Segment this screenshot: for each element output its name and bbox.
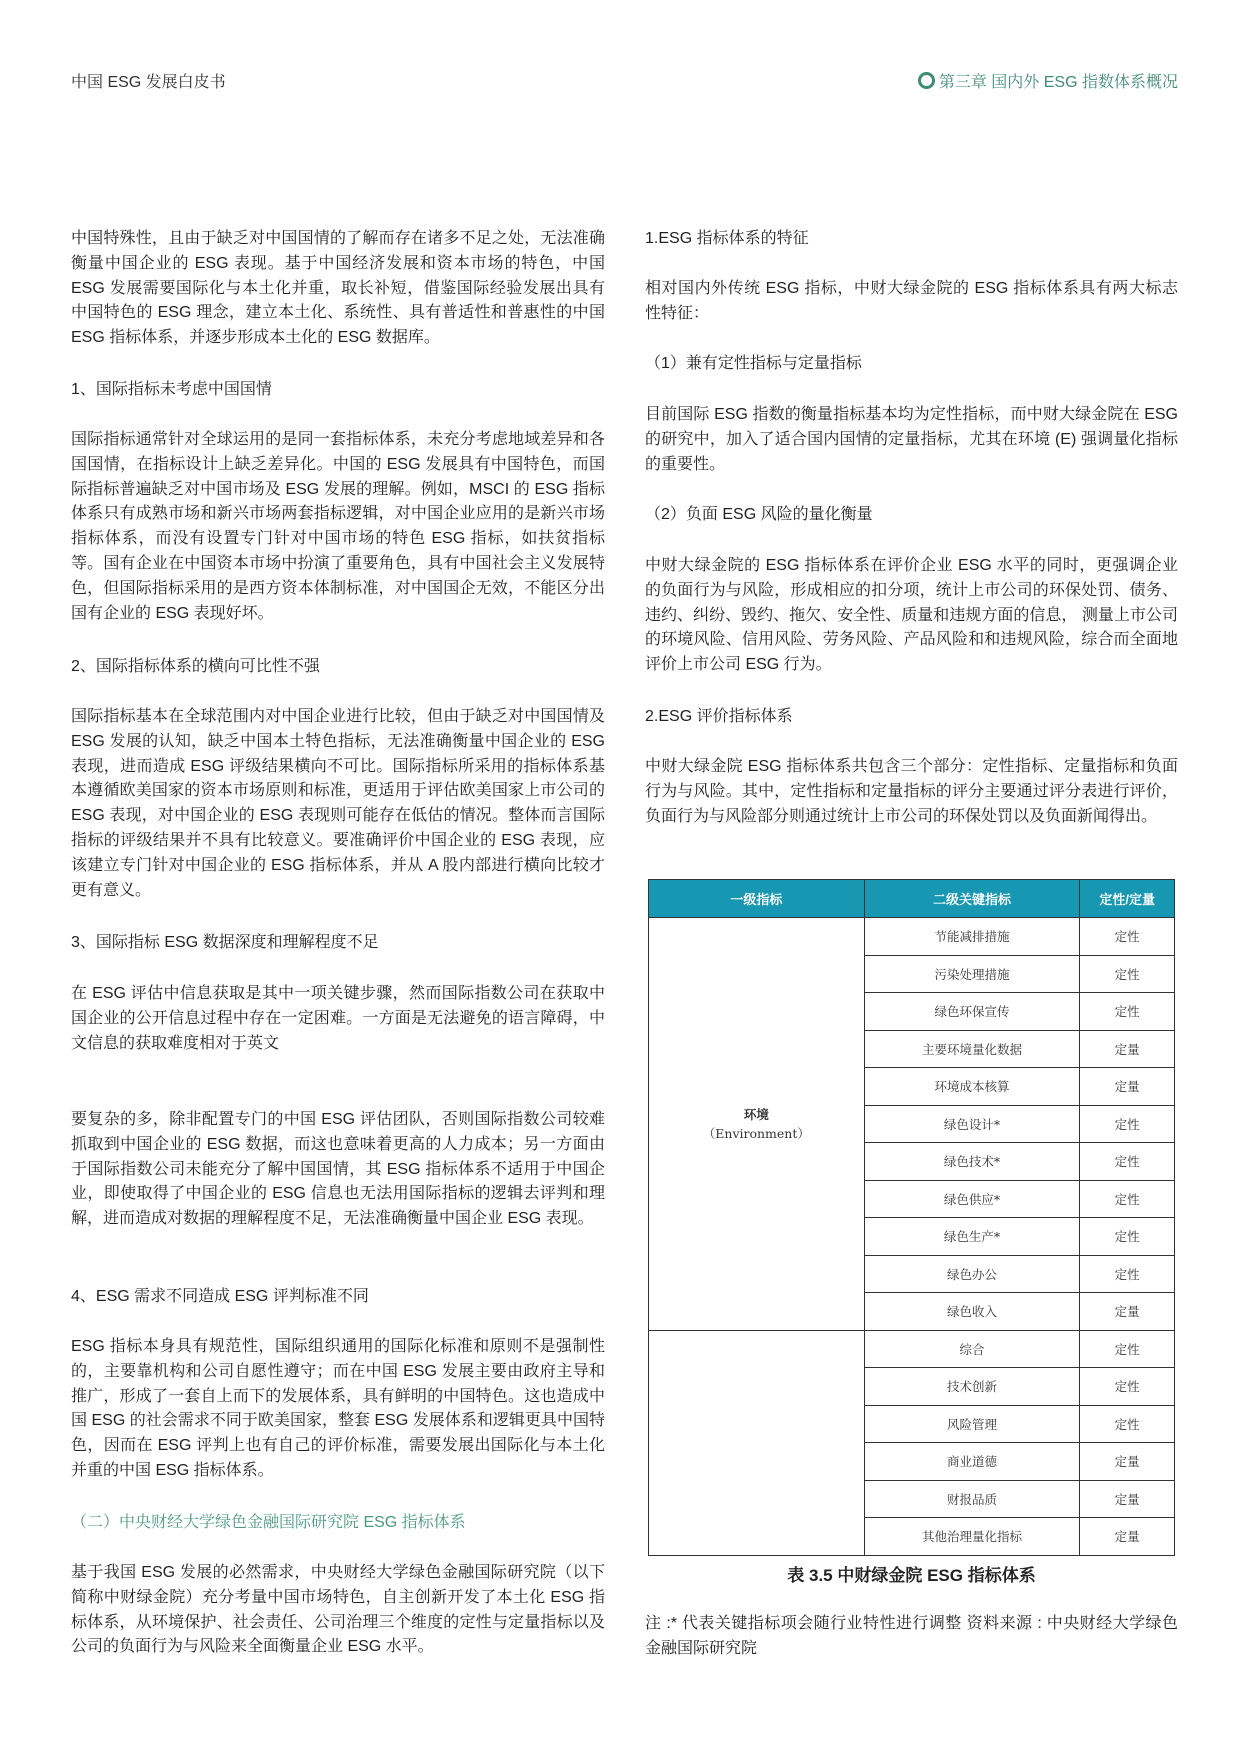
paragraph: ESG 指标本身具有规范性，国际组织通用的国际化标准和原则不是强制性的，主要靠机构和公司自愿性遵守；而在中国 ESG 发展主要由政府主导和推广，形成了一套自上而下的发展体系，具有鲜明的中国特色。这也造成中国 ESG 的社会需求不同于欧美国家，整套 ESG 发展体系和逻辑更具中国特色，因而在 ESG 评判上也有自己的评价标准，需要发展出国际化与本土化并重的中国 ESG 指标体系。	[71, 1338, 605, 1479]
indicator-cell: 绿色环保宣传	[864, 993, 1080, 1031]
paragraph: 中财大绿金院的 ESG 指标体系在评价企业 ESG 水平的同时，更强调企业的负面行为与风险，形成相应的扣分项，统计上市公司的环保处罚、债务、违约、纠纷、毁约、拖欠、安全性、质量和违规方面的信息， 测量上市公司的环境风险、信用风险、劳务风险、产品风险和和违规风险，综合而全面地评价上市公司 ESG 行为。	[645, 557, 1178, 674]
type-cell: 定性	[1080, 955, 1175, 993]
type-cell: 定性	[1080, 1255, 1175, 1293]
heading-3: 3、国际指标 ESG 数据深度和理解程度不足	[71, 934, 379, 951]
subheading-2: （2）负面 ESG 风险的量化衡量	[645, 506, 873, 523]
type-cell: 定性	[1080, 1330, 1175, 1368]
indicator-cell: 主要环境量化数据	[864, 1030, 1080, 1068]
indicator-cell: 风险管理	[864, 1405, 1080, 1443]
indicator-cell: 其他治理量化指标	[864, 1518, 1080, 1556]
heading-esg-system: 2.ESG 评价指标体系	[645, 708, 793, 725]
heading-4: 4、ESG 需求不同造成 ESG 评判标准不同	[71, 1288, 369, 1305]
indicator-cell: 绿色供应*	[864, 1180, 1080, 1218]
type-cell: 定量	[1080, 1030, 1175, 1068]
type-cell: 定量	[1080, 1480, 1175, 1518]
table-row	[649, 1330, 1175, 1368]
category-cell	[649, 1330, 865, 1555]
type-cell: 定性	[1080, 1180, 1175, 1218]
category-name-en: （Environment）	[702, 1125, 810, 1141]
type-cell: 定性	[1080, 1368, 1175, 1406]
type-cell: 定性	[1080, 1405, 1175, 1443]
heading-esg-features: 1.ESG 指标体系的特征	[645, 230, 809, 247]
type-cell: 定性	[1080, 1143, 1175, 1181]
document-title: 中国 ESG 发展白皮书	[71, 74, 226, 91]
indicator-cell: 污染处理措施	[864, 955, 1080, 993]
chapter-title-text: 第三章 国内外 ESG 指数体系概况	[938, 74, 1178, 91]
ring-icon	[918, 72, 935, 89]
paragraph: 中财大绿金院 ESG 指标体系共包含三个部分：定性指标、定量指标和负面行为与风险。其中，定性指标和定量指标的评分主要通过评分表进行评价，负面行为与风险部分则通过统计上市公司的环保处罚以及负面新闻得出。	[645, 758, 1178, 825]
col-header-level2: 二级关键指标	[864, 880, 1080, 918]
paragraph: 在 ESG 评估中信息获取是其中一项关键步骤，然而国际指数公司在获取中国企业的公开信息过程中存在一定困难。一方面是无法避免的语言障碍，中文信息的获取难度相对于英文	[71, 985, 605, 1052]
indicator-cell: 商业道德	[864, 1443, 1080, 1481]
paragraph: 目前国际 ESG 指数的衡量指标基本均为定性指标，而中财大绿金院在 ESG 的研究中，加入了适合国内国情的定量指标，尤其在环境 (E) 强调量化指标的重要性。	[645, 406, 1178, 473]
category-cell	[649, 918, 865, 1331]
type-cell: 定量	[1080, 1293, 1175, 1331]
indicator-cell: 环境成本核算	[864, 1068, 1080, 1106]
indicator-cell: 技术创新	[864, 1368, 1080, 1406]
subheading-1: （1）兼有定性指标与定量指标	[645, 355, 862, 372]
type-cell: 定性	[1080, 1218, 1175, 1256]
indicator-cell: 绿色设计*	[864, 1105, 1080, 1143]
col-header-level1: 一级指标	[649, 880, 865, 918]
paragraph: 相对国内外传统 ESG 指标，中财大绿金院的 ESG 指标体系具有两大标志性特征：	[645, 280, 1178, 322]
paragraph: 要复杂的多，除非配置专门的中国 ESG 评估团队，否则国际指数公司较难抓取到中国企业的 ESG 数据，而这也意味着更高的人力成本；另一方面由于国际指数公司未能充分了解中国国情，其 ESG 指标体系不适用于中国企业，即使取得了中国企业的 ESG 信息也无法用国际指标的逻辑去评判和理解，进而造成对数据的理解程度不足，无法准确衡量中国企业 ESG 表现。	[71, 1111, 605, 1228]
type-cell: 定性	[1080, 918, 1175, 956]
type-cell: 定量	[1080, 1443, 1175, 1481]
type-cell: 定量	[1080, 1518, 1175, 1556]
section-heading: （二）中央财经大学绿色金融国际研究院 ESG 指标体系	[71, 1514, 466, 1531]
table-note: 注 :* 代表关键指标项会随行业特性进行调整 资料来源 : 中央财经大学绿色金融国际研究院	[645, 1615, 1178, 1657]
indicator-cell: 节能减排措施	[864, 918, 1080, 956]
col-header-type: 定性/定量	[1080, 880, 1175, 918]
indicator-cell: 绿色办公	[864, 1255, 1080, 1293]
heading-1: 1、国际指标未考虑中国国情	[71, 381, 272, 398]
type-cell: 定量	[1080, 1068, 1175, 1106]
paragraph: 国际指标基本在全球范围内对中国企业进行比较，但由于缺乏对中国国情及 ESG 发展的认知，缺乏中国本土特色指标，无法准确衡量中国企业的 ESG 表现，进而造成 ESG 评级结果横向不可比。国际指标所采用的指标体系基本遵循欧美国家的资本市场原则和标准，更适用于评估欧美国家上市公司的 ESG 表现，对中国企业的 ESG 表现则可能存在低估的情况。整体而言国际指标的评级结果并不具有比较意义。要准确评价中国企业的 ESG 表现，应该建立专门针对中国企业的 ESG 指标体系，并从 A 股内部进行横向比较才更有意义。	[71, 708, 605, 899]
indicator-cell: 综合	[864, 1330, 1080, 1368]
chapter-title	[918, 69, 1178, 92]
type-cell: 定性	[1080, 1105, 1175, 1143]
indicator-cell: 财报品质	[864, 1480, 1080, 1518]
table-caption: 表 3.5 中财绿金院 ESG 指标体系	[787, 1566, 1036, 1585]
indicator-cell: 绿色收入	[864, 1293, 1080, 1331]
paragraph: 中国特殊性，且由于缺乏对中国国情的了解而存在诸多不足之处，无法准确衡量中国企业的 ESG 表现。基于中国经济发展和资本市场的特色，中国 ESG 发展需要国际化与本土化并重，取长补短，借鉴国际经验发展出具有中国特色的 ESG 理念，建立本土化、系统性、具有普适性和普惠性的中国 ESG 指标体系，并逐步形成本土化的 ESG 数据库。	[71, 230, 605, 347]
heading-2: 2、国际指标体系的横向可比性不强	[71, 658, 320, 675]
esg-indicator-table	[648, 879, 1175, 1556]
type-cell: 定性	[1080, 993, 1175, 1031]
indicator-cell: 绿色技术*	[864, 1143, 1080, 1181]
category-name: 环境	[743, 1106, 769, 1122]
table-row	[649, 918, 1175, 956]
paragraph: 国际指标通常针对全球运用的是同一套指标体系，未充分考虑地域差异和各国国情，在指标设计上缺乏差异化。中国的 ESG 发展具有中国特色，而国际指标普遍缺乏对中国市场及 ESG 发展的理解。例如，MSCI 的 ESG 指标体系只有成熟市场和新兴市场两套指标逻辑，对中国企业应用的是新兴市场指标体系，而没有设置专门针对中国市场的特色 ESG 指标，如扶贫指标等。国有企业在中国资本市场中扮演了重要角色，具有中国社会主义发展特色，但国际指标采用的是西方资本体制标准，对中国国企无效，不能区分出国有企业的 ESG 表现好坏。	[71, 431, 605, 622]
table-header-row	[649, 880, 1175, 918]
paragraph: 基于我国 ESG 发展的必然需求，中央财经大学绿色金融国际研究院（以下简称中财绿金院）充分考量中国市场特色，自主创新开发了本土化 ESG 指标体系，从环境保护、社会责任、公司治理三个维度的定性与定量指标以及公司的负面行为与风险来全面衡量企业 ESG 水平。	[71, 1564, 605, 1656]
indicator-cell: 绿色生产*	[864, 1218, 1080, 1256]
